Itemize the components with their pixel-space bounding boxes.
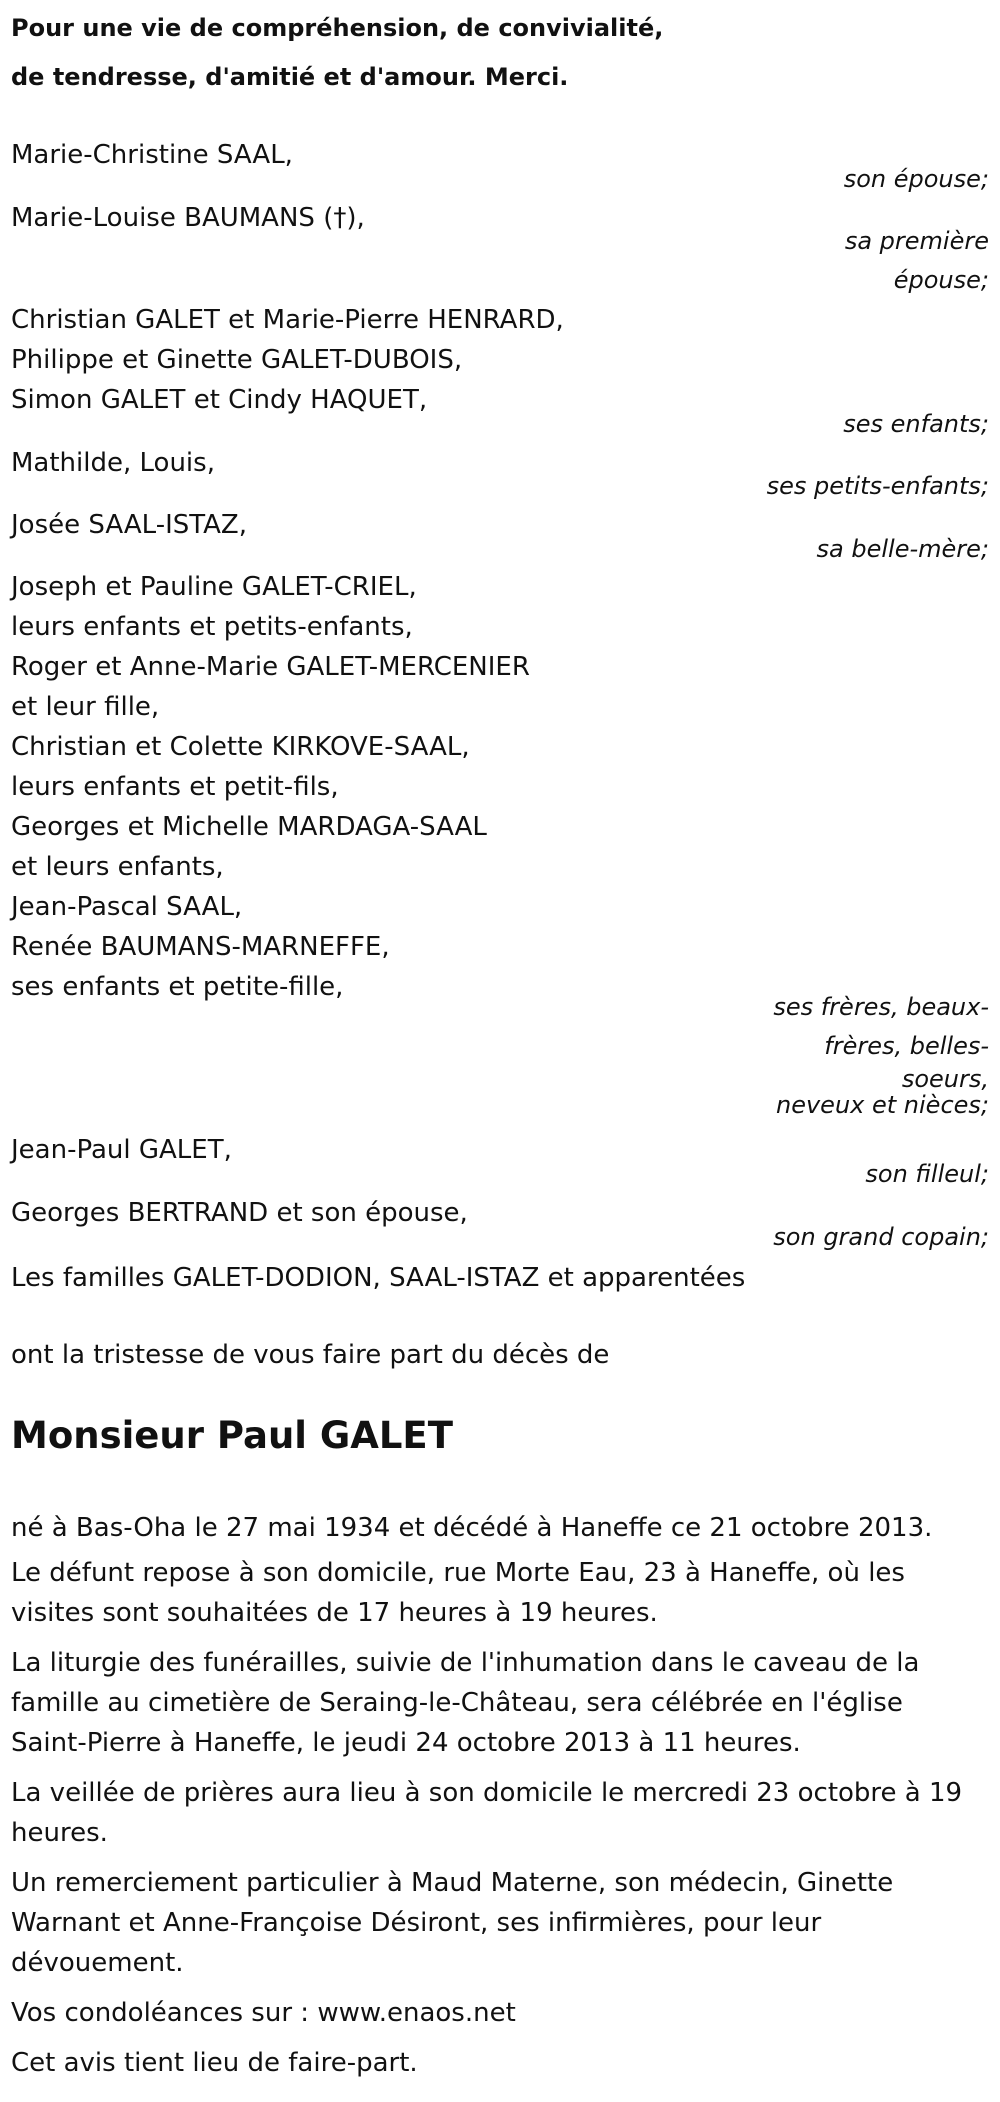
siblings-list [11, 567, 530, 1007]
sibling-entry: Joseph et Pauline GALET-CRIEL, [11, 572, 417, 602]
vigil-line: La veillée de prières aura lieu à son domicile le mercredi 23 octobre à 19 [11, 1778, 963, 1808]
child-entry: Simon GALET et Cindy HAQUET, [11, 385, 428, 415]
thanks-paragraph [11, 1863, 996, 1983]
grandchildren-role-block [767, 467, 989, 506]
children-role: ses enfants; [843, 410, 989, 438]
siblings-role-line: neveux et nièces; [776, 1091, 989, 1119]
extended-families: Les familles GALET-DODION, SAAL-ISTAZ et apparentées [11, 1263, 746, 1293]
thanks-line: dévouement. [11, 1948, 184, 1978]
spouse-name-block [11, 135, 293, 175]
first-spouse-role-block [845, 222, 989, 300]
buddy-name: Georges BERTRAND et son épouse, [11, 1198, 468, 1228]
mother-in-law-role-block [817, 530, 989, 569]
liturgy-line: famille au cimetière de Seraing-le-Château, sera célébrée en l'église [11, 1688, 903, 1718]
sibling-entry: et leurs enfants, [11, 852, 224, 882]
intro-line-1: Pour une vie de compréhension, de convivialité, [11, 14, 664, 42]
buddy-name-block [11, 1193, 468, 1233]
vigil-paragraph [11, 1773, 996, 1853]
spouse-name: Marie-Christine SAAL, [11, 140, 293, 170]
buddy-role: son grand copain; [773, 1223, 989, 1251]
condolences-paragraph [11, 1993, 996, 2033]
sibling-entry: leurs enfants et petit-fils, [11, 772, 339, 802]
spouse-role: son épouse; [843, 165, 989, 193]
intro-line-2: de tendresse, d'amitié et d'amour. Merci. [11, 63, 569, 91]
birth-death-paragraph [11, 1508, 996, 1548]
notice-line: Cet avis tient lieu de faire-part. [11, 2048, 418, 2078]
siblings-role-line: ses frères, beaux- [773, 993, 989, 1021]
first-spouse-name-block [11, 198, 365, 238]
first-spouse-role-line-2: épouse; [893, 266, 989, 294]
sibling-entry: leurs enfants et petits-enfants, [11, 612, 413, 642]
godson-name-block [11, 1130, 232, 1170]
sibling-entry: Renée BAUMANS-MARNEFFE, [11, 932, 390, 962]
birth-death-line: né à Bas-Oha le 27 mai 1934 et décédé à Haneffe ce 21 octobre 2013. [11, 1513, 933, 1543]
godson-role: son filleul; [865, 1160, 989, 1188]
rest-line: visites sont souhaitées de 17 heures à 19 heures. [11, 1598, 658, 1628]
deceased-name: Monsieur Paul GALET [11, 1414, 453, 1457]
godson-name: Jean-Paul GALET, [11, 1135, 232, 1165]
sibling-entry: ses enfants et petite-fille, [11, 972, 344, 1002]
first-spouse-name: Marie-Louise BAUMANS (†), [11, 203, 365, 233]
child-entry: Christian GALET et Marie-Pierre HENRARD, [11, 305, 564, 335]
siblings-role-line: soeurs, [901, 1065, 989, 1093]
mother-in-law-name: Josée SAAL-ISTAZ, [11, 510, 247, 540]
sibling-entry: et leur fille, [11, 692, 160, 722]
grandchildren-role: ses petits-enfants; [766, 472, 989, 500]
thanks-line: Warnant et Anne-Françoise Désiront, ses infirmières, pour leur [11, 1908, 822, 1938]
siblings-role-line: frères, belles- [824, 1032, 989, 1060]
intro-dedication [11, 4, 911, 102]
mother-in-law-role: sa belle-mère; [816, 535, 989, 563]
liturgy-line: Saint-Pierre à Haneffe, le jeudi 24 octobre 2013 à 11 heures. [11, 1728, 801, 1758]
sibling-entry: Roger et Anne-Marie GALET-MERCENIER [11, 652, 530, 682]
thanks-line: Un remerciement particulier à Maud Materne, son médecin, Ginette [11, 1868, 894, 1898]
vigil-line: heures. [11, 1818, 108, 1848]
notice-paragraph [11, 2043, 996, 2083]
sibling-entry: Christian et Colette KIRKOVE-SAAL, [11, 732, 470, 762]
announcement: ont la tristesse de vous faire part du décès de [11, 1340, 610, 1370]
children-list [11, 300, 564, 420]
rest-paragraph [11, 1553, 996, 1633]
sibling-entry: Georges et Michelle MARDAGA-SAAL [11, 812, 487, 842]
first-spouse-role-line-1: sa première [844, 227, 989, 255]
grandchildren-name-block [11, 443, 215, 483]
liturgy-line: La liturgie des funérailles, suivie de l'inhumation dans le caveau de la [11, 1648, 920, 1678]
child-entry: Philippe et Ginette GALET-DUBOIS, [11, 345, 463, 375]
godson-role-block [865, 1155, 989, 1194]
sibling-entry: Jean-Pascal SAAL, [11, 892, 243, 922]
spouse-role-block [844, 160, 989, 199]
condolences-line: Vos condoléances sur : www.enaos.net [11, 1998, 516, 2028]
children-role-block [843, 405, 989, 444]
buddy-role-block [773, 1218, 989, 1257]
grandchildren-names: Mathilde, Louis, [11, 448, 215, 478]
siblings-role-block [773, 988, 989, 1118]
liturgy-paragraph [11, 1643, 996, 1763]
mother-in-law-name-block [11, 505, 247, 545]
rest-line: Le défunt repose à son domicile, rue Morte Eau, 23 à Haneffe, où les [11, 1558, 905, 1588]
